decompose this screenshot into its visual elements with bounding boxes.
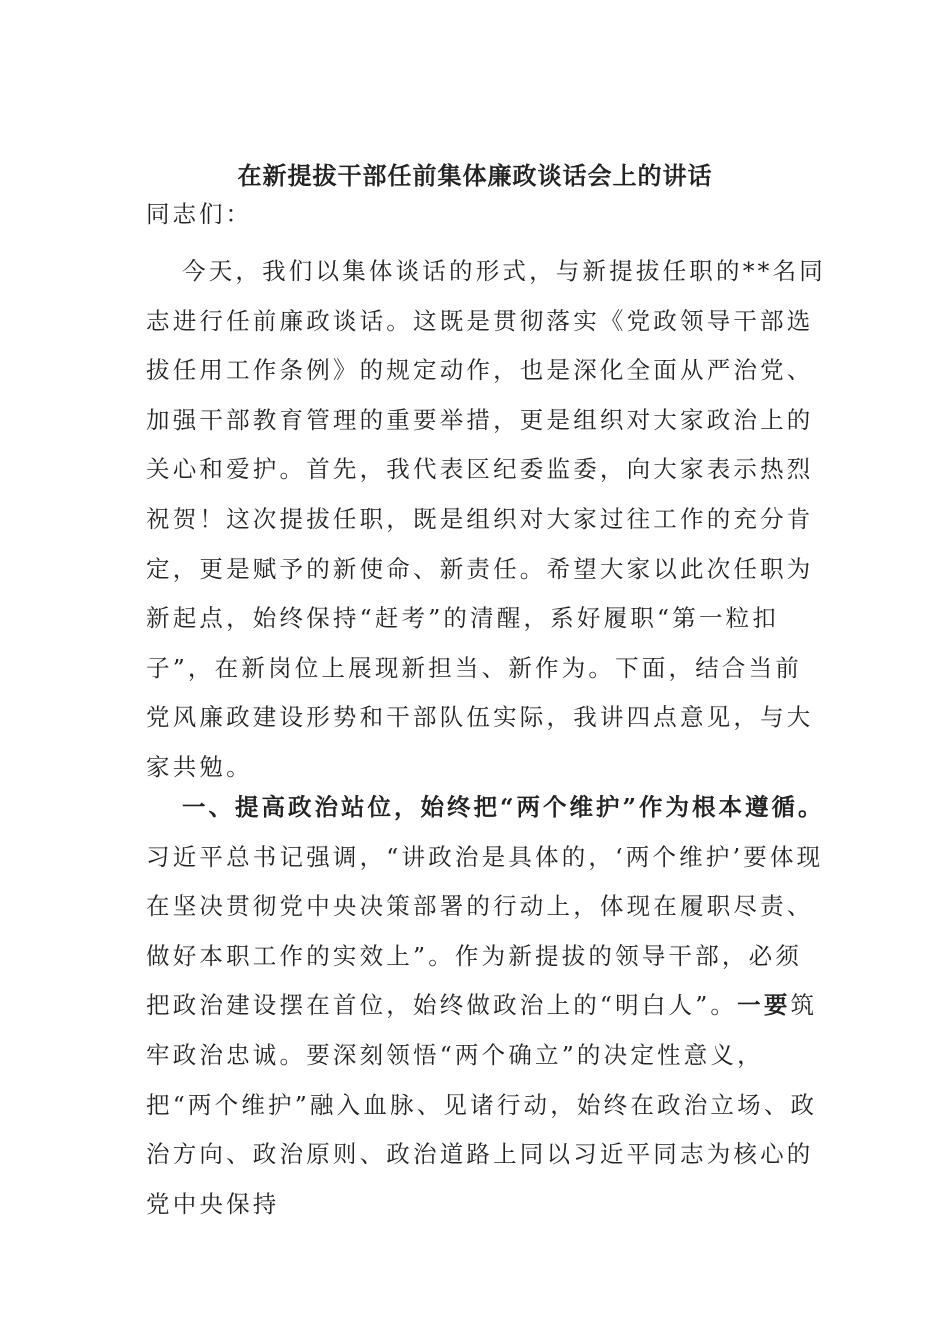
paragraph-section-one — [146, 783, 826, 1229]
section-one-text-b: 筑牢政治忠诚。要深刻领悟“两个确立”的决定性意义，把“两个维护”融入血脉、见诸行动，始终在政治立场、政治方向、政治原则、政治道路上同以习近平同志为核心的党中央保持 — [146, 991, 818, 1218]
section-heading-one: 一、提高政治站位，始终把“两个维护”作为根本遵循。 — [182, 793, 825, 821]
section-one-bold-marker: 一要 — [737, 991, 791, 1020]
section-one-text-a: 习近平总书记强调，“讲政治是具体的，‘两个维护’要体现在坚决贯彻党中央决策部署的行动上，体现在履职尽责、做好本职工作的实效上”。作为新提拔的领导干部，必须把政治建设摆在首位，始终做政治上的“明白人”。 — [146, 842, 824, 1020]
greeting: 同志们： — [146, 200, 252, 228]
document-title: 在新提拔干部任前集体廉政谈话会上的讲话 — [237, 161, 713, 190]
paragraph-opening: 今天，我们以集体谈话的形式，与新提拔任职的**名同志进行任前廉政谈话。这既是贯彻落实《党政领导干部选拔任用工作条例》的规定动作，也是深化全面从严治党、加强干部教育管理的重要举措，更是组织对大家政治上的关心和爱护。首先，我代表区纪委监委，向大家表示热烈祝贺！这次提拔任职，既是组织对大家过往工作的充分肯定，更是赋予的新使命、新责任。希望大家以此次任职为新起点，始终保持“赶考”的清醒，系好履职“第一粒扣子”，在新岗位上展现新担当、新作为。下面，结合当前党风廉政建设形势和干部队伍实际，我讲四点意见，与大家共勉。 — [146, 257, 826, 781]
